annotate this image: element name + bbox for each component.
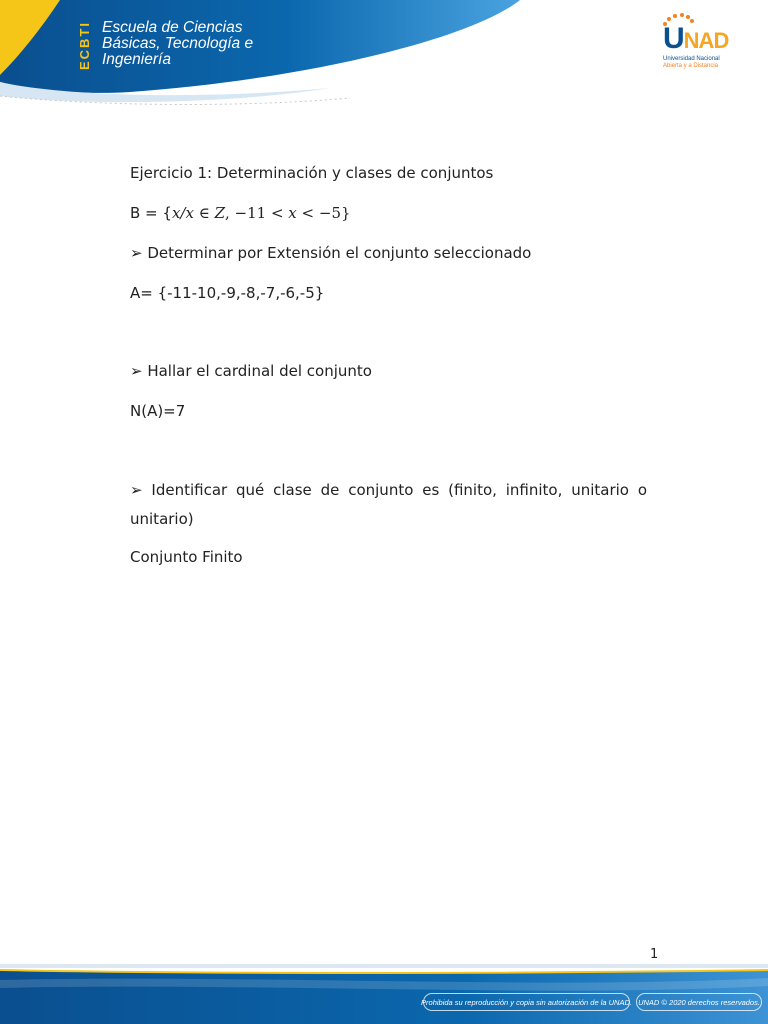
copyright-notice: Prohibida su reproducción y copia sin autorización de la UNAD. [423, 993, 630, 1011]
cardinal-value: N(A)=7 [130, 402, 186, 420]
copyright-badge: UNAD © 2020 derechos reservados. [636, 993, 762, 1011]
step-cardinal: ➢ Hallar el cardinal del conjunto [130, 362, 372, 380]
logo-subtitle: Universidad Nacional [663, 56, 720, 62]
logo-wordmark: UNAD [663, 22, 729, 55]
step-identify-class: ➢ Identificar qué clase de conjunto es (finito, infinito, unitario o unitario) [130, 481, 647, 528]
page-number: 1 [650, 947, 659, 962]
page-header [0, 0, 768, 115]
school-title [102, 20, 253, 68]
step-extension: ➢ Determinar por Extensión el conjunto seleccionado [130, 244, 532, 262]
ecbti-label: ECBTI [76, 20, 92, 70]
school-title-line: Ingeniería [102, 51, 171, 68]
unad-logo [655, 12, 750, 72]
school-title-line: Básicas, Tecnología e [102, 35, 254, 52]
answer-text: Conjunto Finito [130, 548, 243, 566]
exercise-title: Ejercicio 1: Determinación y clases de conjuntos [130, 164, 494, 182]
set-b-definition: B = {x/x ∈ Z, −11 < x < −5} [130, 204, 351, 222]
set-a-extension: A= {-11-10,-9,-8,-7,-6,-5} [130, 284, 325, 302]
logo-subtitle: Abierta y a Distancia [663, 63, 719, 69]
school-title-line: Escuela de Ciencias [102, 19, 243, 36]
